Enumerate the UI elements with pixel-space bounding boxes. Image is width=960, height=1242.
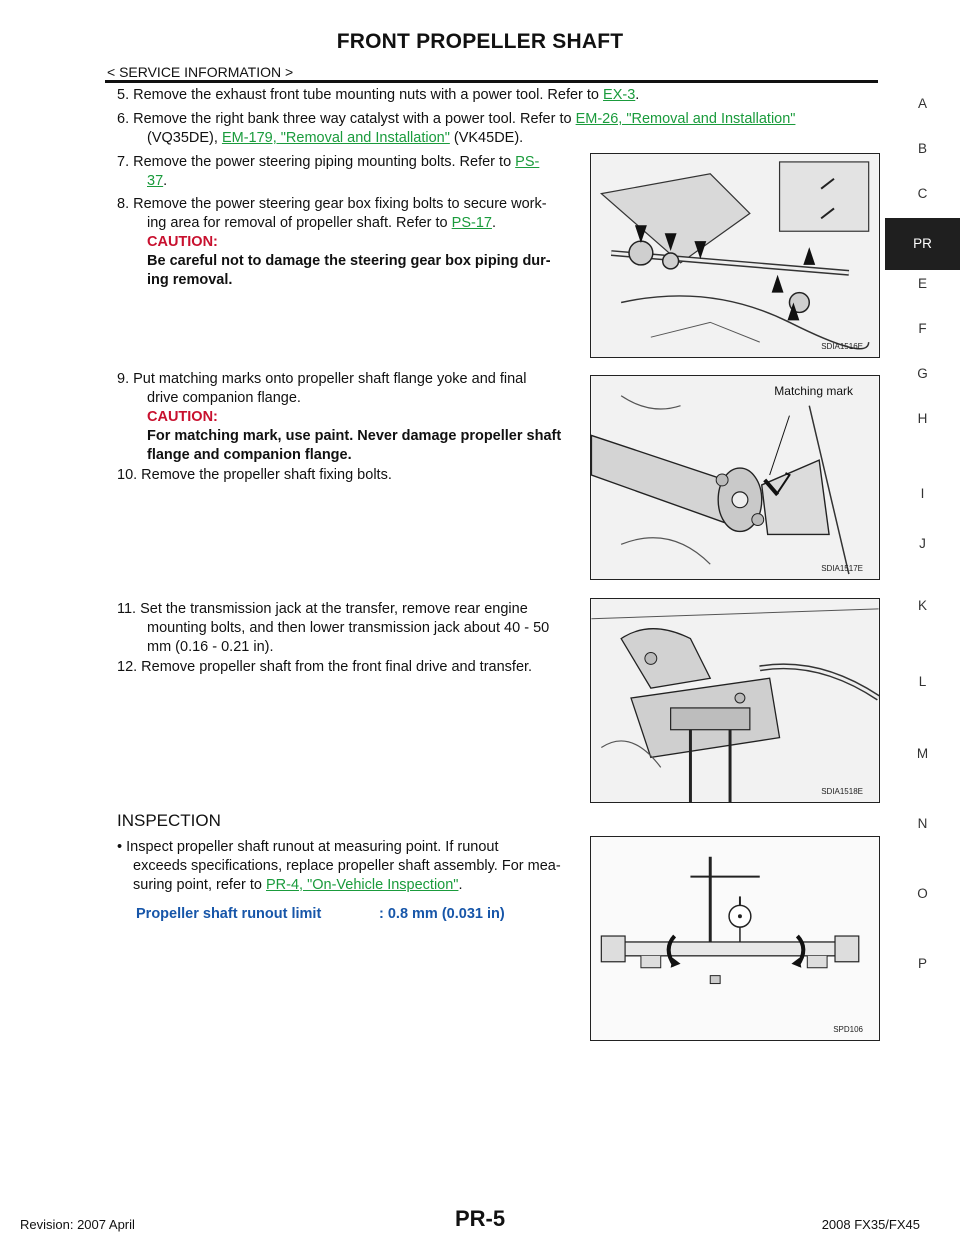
step-12: 12. Remove propeller shaft from the front final drive and transfer. — [117, 659, 533, 675]
tab-k[interactable]: K — [917, 598, 927, 613]
inspection-bullet: • Inspect propeller shaft runout at measuring point. If runout exceeds specifications, replace propeller shaft assembly. For mea- suring point, refer to PR-4, "On-Vehicle Inspection". — [117, 839, 561, 893]
propeller-flange-illustration — [591, 376, 879, 579]
figure-transmission-jack — [590, 598, 880, 803]
revision-label: Revision: 2007 April — [20, 1217, 135, 1232]
caution-label: CAUTION: — [147, 409, 218, 425]
tab-c[interactable]: C — [917, 186, 928, 201]
link-ps-17[interactable]: PS-17 — [451, 215, 492, 231]
caution-text: For matching mark, use paint. Never damage propeller shaft — [147, 428, 562, 444]
figure-code: SDIA1516E — [821, 342, 863, 351]
step-5: 5. Remove the exhaust front tube mounting nuts with a power tool. Refer to EX-3. — [117, 87, 640, 103]
step-6: 6. Remove the right bank three way catalyst with a power tool. Refer to EM-26, "Removal and Installation" (VQ35DE), EM-179, "Removal and Installation" (VK45DE). — [117, 111, 796, 146]
tab-b[interactable]: B — [917, 141, 927, 156]
figure-code: SDIA1517E — [821, 564, 863, 573]
caution-text: flange and companion flange. — [147, 447, 352, 463]
spec-label: Propeller shaft runout limit — [136, 906, 322, 922]
tab-p[interactable]: P — [917, 956, 927, 971]
link-ps-37-cont[interactable]: 37 — [147, 173, 164, 189]
step-9: 9. Put matching marks onto propeller shaft flange yoke and final drive companion flange. CAUTION: For matching mark, use paint. Never damage propeller shaft flange and companion flange. — [117, 370, 582, 465]
header-divider — [105, 80, 878, 83]
runout-spec — [136, 906, 505, 922]
tab-j[interactable]: J — [919, 536, 926, 551]
figure-code: SDIA1518E — [821, 787, 863, 796]
inspection-heading: INSPECTION — [117, 811, 221, 830]
caution-text: ing removal. — [147, 272, 233, 288]
tab-l[interactable]: L — [918, 674, 927, 689]
step-8: 8. Remove the power steering gear box fixing bolts to secure work- ing area for removal of propeller shaft. Refer to PS-17. CAUTION: Be careful not to damage the steering gear box piping dur- ing removal. — [117, 195, 582, 290]
tab-i[interactable]: I — [920, 486, 925, 501]
tab-pr[interactable]: PR — [885, 218, 960, 270]
figure-runout-measurement — [590, 836, 880, 1041]
model-label: 2008 FX35/FX45 — [821, 1217, 920, 1232]
tab-f[interactable]: F — [918, 321, 927, 336]
spec-value: : 0.8 mm (0.031 in) — [379, 906, 505, 922]
transmission-jack-illustration — [591, 599, 879, 802]
tab-g[interactable]: G — [917, 366, 928, 381]
step-10: 10. Remove the propeller shaft fixing bolts. — [117, 467, 392, 483]
page-title: FRONT PROPELLER SHAFT — [336, 30, 624, 53]
link-em-26[interactable]: EM-26, "Removal and Installation" — [575, 111, 796, 127]
step-11: 11. Set the transmission jack at the transfer, remove rear engine mounting bolts, and then lower transmission jack about 40 - 50 mm (0.16 - 0.21 in). — [117, 601, 550, 655]
tab-m[interactable]: M — [916, 746, 929, 761]
step-7: 7. Remove the power steering piping mounting bolts. Refer to PS- 37. — [117, 154, 540, 189]
link-ps-37[interactable]: PS- — [515, 154, 540, 170]
link-pr-4[interactable]: PR-4, "On-Vehicle Inspection" — [266, 877, 459, 893]
runout-measurement-illustration — [591, 837, 879, 1040]
tab-a[interactable]: A — [917, 96, 927, 111]
matching-mark-callout: Matching mark — [774, 384, 853, 398]
caution-label: CAUTION: — [147, 234, 218, 250]
tab-e[interactable]: E — [917, 276, 927, 291]
figure-steering-gear-box — [590, 153, 880, 358]
caution-text: Be careful not to damage the steering gear box piping dur- — [147, 253, 551, 269]
figure-code: SPD106 — [833, 1025, 863, 1034]
figure-matching-mark — [590, 375, 880, 580]
tab-n[interactable]: N — [917, 816, 928, 831]
section-label: < SERVICE INFORMATION > — [107, 64, 294, 80]
steering-gear-box-illustration — [591, 154, 879, 357]
link-em-179[interactable]: EM-179, "Removal and Installation" — [221, 130, 450, 146]
tab-h[interactable]: H — [917, 411, 928, 426]
tab-o[interactable]: O — [917, 886, 928, 901]
link-ex-3[interactable]: EX-3 — [603, 87, 636, 103]
page-number: PR-5 — [454, 1206, 506, 1231]
